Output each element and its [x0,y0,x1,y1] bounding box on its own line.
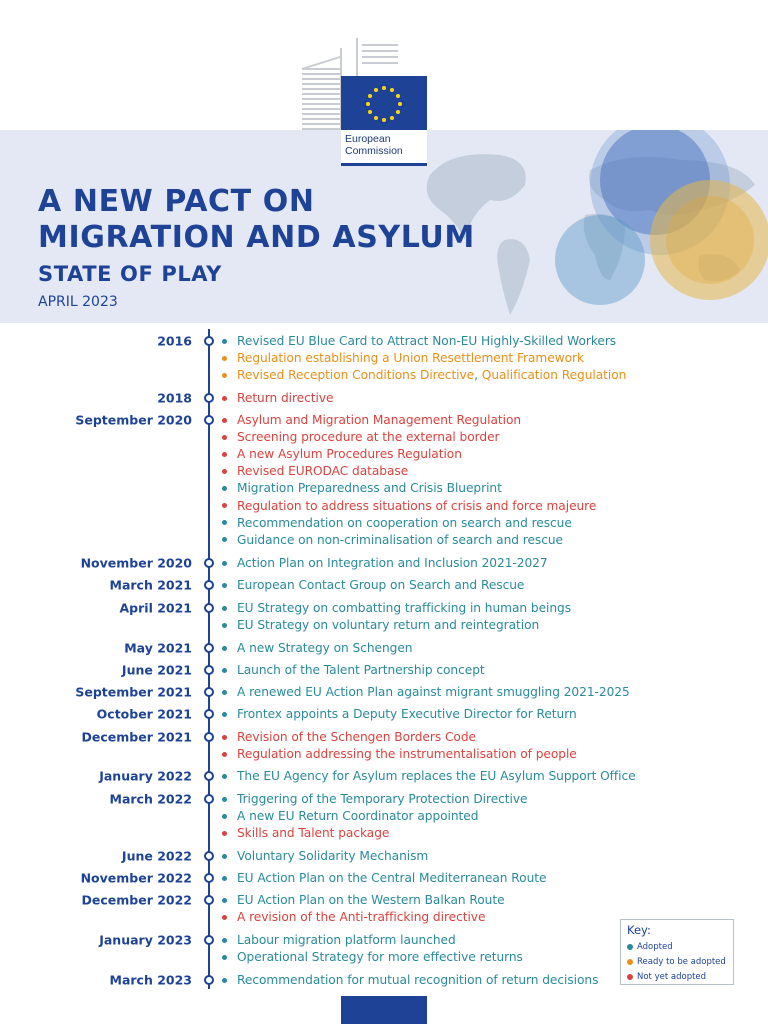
timeline-date: March 2021 [109,577,192,593]
timeline-item-text [237,556,548,570]
eu-stars-icon [341,76,427,132]
timeline-item [222,706,577,722]
status-bullet-icon [222,373,227,378]
timeline-item-text [237,663,485,677]
timeline-item [222,577,524,593]
timeline-node-icon [204,895,214,905]
timeline-item [222,480,502,496]
timeline-item-text [237,368,626,382]
status-bullet-icon [222,831,227,836]
timeline-item [222,429,499,445]
timeline-item [222,600,571,616]
timeline-item-segment: EU Action Plan on the Central Mediterranean Route [237,871,547,885]
timeline-item-segment: Screening procedure at the external border [237,430,500,445]
timeline-item-text [237,601,571,615]
timeline-date: January 2023 [99,932,192,948]
timeline-date: April 2021 [119,600,192,616]
legend-key [620,919,734,985]
timeline-item [222,848,428,864]
timeline-item-segment: Regulation establishing a Union Resettlement Framework [237,351,584,366]
timeline-item-segment: A new Asylum Procedures Regulation [237,447,462,462]
legend-dot-icon [627,974,633,980]
timeline-item-text [237,973,598,987]
timeline-item [222,932,456,948]
timeline-date: October 2021 [96,706,192,722]
timeline-item-segment: Action Plan on Integration and Inclusion 2021-2027 [237,556,548,570]
status-bullet-icon [222,469,227,474]
timeline-item [222,825,389,841]
timeline-item-text [237,871,546,885]
timeline-item-text [237,849,428,863]
status-bullet-icon [222,339,227,344]
timeline-item-segment: A new Strategy on Schengen [237,641,413,655]
status-bullet-icon [222,668,227,673]
timeline-item-text [237,516,572,530]
timeline-item-text [237,334,616,348]
timeline-item-text [237,950,523,964]
status-bullet-icon [222,978,227,983]
timeline-item [222,972,598,988]
timeline-item-segment: EU Strategy on voluntary return and reintegration [237,618,540,633]
legend-title: Key: [627,923,651,937]
timeline-date: September 2020 [75,412,192,428]
status-bullet-icon [222,735,227,740]
timeline-item [222,463,408,479]
timeline-item [222,498,596,514]
status-bullet-icon [222,814,227,819]
timeline-item-text [237,618,539,632]
timeline-date: 2018 [157,390,192,406]
status-bullet-icon [222,915,227,920]
timeline-date: June 2021 [121,662,192,678]
legend-label: Not yet adopted [637,972,707,982]
timeline-axis [208,329,210,989]
timeline-item [222,390,333,406]
timeline-item-text [237,413,521,427]
status-bullet-icon [222,955,227,960]
status-bullet-icon [222,537,227,542]
timeline-date: January 2022 [99,768,192,784]
timeline-item-segment: Labour migration platform launched [237,933,456,947]
timeline-date: December 2021 [81,729,192,745]
timeline-item-text [237,641,412,655]
timeline-item [222,909,485,925]
timeline-item [222,333,616,349]
timeline-item-text [237,769,636,783]
timeline-item-text [237,792,527,806]
timeline-item-segment: Revision of the Schengen Borders Code [237,730,476,744]
legend-dot-icon [627,944,633,950]
timeline-date: March 2022 [109,791,192,807]
timeline-item-segment: Regulation addressing the instrumentalisation of people [237,747,577,762]
status-bullet-icon [222,418,227,423]
timeline-item-text [237,893,505,907]
timeline-item [222,350,584,366]
status-bullet-icon [222,396,227,401]
timeline-node-icon [204,794,214,804]
timeline-item-segment: Launch of the Talent Partnership concept [237,663,485,677]
timeline-item-segment: Voluntary Solidarity Mechanism [237,849,429,863]
status-bullet-icon [222,561,227,566]
timeline-item [222,367,626,383]
timeline-date: May 2021 [124,640,192,656]
timeline-node-icon [204,687,214,697]
status-bullet-icon [222,712,227,717]
timeline-item-segment: Guidance on non-criminalisation of search and rescue [237,532,563,547]
timeline-item-segment: Return directive [237,391,334,405]
status-bullet-icon [222,876,227,881]
timeline-node-icon [204,771,214,781]
status-bullet-icon [222,606,227,611]
timeline-item-segment: A renewed EU Action Plan against migrant smuggling 2021-2025 [237,685,630,699]
timeline-node-icon [204,393,214,403]
timeline-date: November 2022 [80,870,192,886]
timeline-item-segment: Migration Preparedness and Crisis Blueprint [237,481,502,496]
timeline-item [222,892,505,908]
page-title: A NEW PACT ON MIGRATION AND ASYLUM [38,184,475,255]
timeline-item [222,662,485,678]
timeline-item-segment: Skills and Talent package [237,826,390,841]
timeline-item-text [237,533,563,547]
timeline-item-text [237,430,499,444]
timeline-item-segment: A new EU Return Coordinator appointed [237,809,479,824]
timeline-node-icon [204,975,214,985]
timeline-item-text [237,933,456,947]
timeline-item-text [237,826,389,840]
timeline-item-segment: EU Strategy on combatting trafficking in human beings [237,601,572,615]
timeline-node-icon [204,643,214,653]
timeline-item-text [237,464,408,478]
status-bullet-icon [222,623,227,628]
publication-date: APRIL 2023 [38,294,118,310]
timeline-item-text [237,351,584,365]
timeline-node-icon [204,665,214,675]
timeline-item [222,555,548,571]
timeline-item-segment: Recommendation on cooperation on search and rescue [237,515,572,530]
timeline-node-icon [204,603,214,613]
timeline-item-segment: EU Action Plan on the Western Balkan Route [237,893,505,907]
timeline-node-icon [204,873,214,883]
legend-label: Adopted [637,942,673,952]
timeline-item [222,640,412,656]
timeline-item-segment: Triggering of the Temporary Protection Directive [237,792,528,806]
status-bullet-icon [222,583,227,588]
timeline-item-segment: , [474,368,482,383]
legend-dot-icon [627,959,633,965]
timeline-item-segment: Revised EU Blue Card to Attract Non-EU Highly-Skilled Workers [237,334,617,348]
status-bullet-icon [222,690,227,695]
timeline-item-text [237,447,462,461]
timeline-item-segment: The EU Agency for Asylum replaces the EU Asylum Support Office [237,769,636,783]
timeline-node-icon [204,709,214,719]
timeline-item [222,791,527,807]
status-bullet-icon [222,646,227,651]
status-bullet-icon [222,520,227,525]
status-bullet-icon [222,752,227,757]
legend-entry-not-adopted [627,972,706,982]
timeline-item-segment: Asylum and Migration Management Regulation [237,413,522,427]
timeline-item-text [237,730,476,744]
timeline-item-segment: Frontex appoints a Deputy Executive Director for Return [237,707,577,721]
timeline-date: March 2023 [109,972,192,988]
timeline-item-text [237,707,577,721]
timeline-node-icon [204,851,214,861]
status-bullet-icon [222,898,227,903]
timeline-item-segment: Operational Strategy for more effective returns [237,950,523,965]
page-subtitle: STATE OF PLAY [38,262,222,286]
timeline-node-icon [204,935,214,945]
timeline-item [222,746,577,762]
timeline-item-segment: European Contact Group on Search and Rescue [237,578,525,592]
timeline-date: November 2020 [80,555,192,571]
timeline-item-text [237,747,577,761]
timeline-item-segment: A revision of the Anti-trafficking directive [237,910,486,925]
timeline-node-icon [204,558,214,568]
timeline-node-icon [204,580,214,590]
legend-label: Ready to be adopted [637,957,726,967]
timeline-item-text [237,481,502,495]
timeline-item [222,412,521,428]
status-bullet-icon [222,797,227,802]
timeline-date: September 2021 [75,684,192,700]
timeline-node-icon [204,415,214,425]
timeline-item-text [237,499,596,513]
legend-entry-adopted [627,942,673,952]
eu-flag-logo [341,76,427,132]
footer-brand-bar [341,996,427,1024]
timeline-item [222,446,462,462]
status-bullet-icon [222,503,227,508]
timeline-item-text [237,391,333,405]
status-bullet-icon [222,435,227,440]
timeline-item [222,515,572,531]
timeline-item [222,617,539,633]
timeline-item-segment: Revised Reception Conditions Directive [237,368,475,383]
timeline-item-text [237,910,485,924]
status-bullet-icon [222,938,227,943]
timeline-date: 2016 [157,333,192,349]
status-bullet-icon [222,452,227,457]
timeline-item-segment: Qualification Regulation [481,368,627,383]
timeline-date: June 2022 [121,848,192,864]
timeline-item [222,808,478,824]
status-bullet-icon [222,854,227,859]
legend-entry-ready [627,957,726,967]
timeline-item-segment: Regulation to address situations of crisis and force majeure [237,498,597,513]
timeline-node-icon [204,336,214,346]
timeline-item-text [237,809,478,823]
timeline-item [222,768,636,784]
logo-text: European Commission [345,133,403,157]
timeline-node-icon [204,732,214,742]
timeline-item [222,870,546,886]
status-bullet-icon [222,486,227,491]
timeline-item-text [237,685,630,699]
status-bullet-icon [222,356,227,361]
timeline-item [222,532,563,548]
timeline-date: December 2022 [81,892,192,908]
timeline-item [222,684,630,700]
timeline-item-segment: Revised EURODAC database [237,464,409,479]
status-bullet-icon [222,774,227,779]
timeline-item [222,949,523,965]
timeline-item-text [237,578,524,592]
timeline-item [222,729,476,745]
timeline-item-segment: Recommendation for mutual recognition of return decisions [237,973,599,987]
